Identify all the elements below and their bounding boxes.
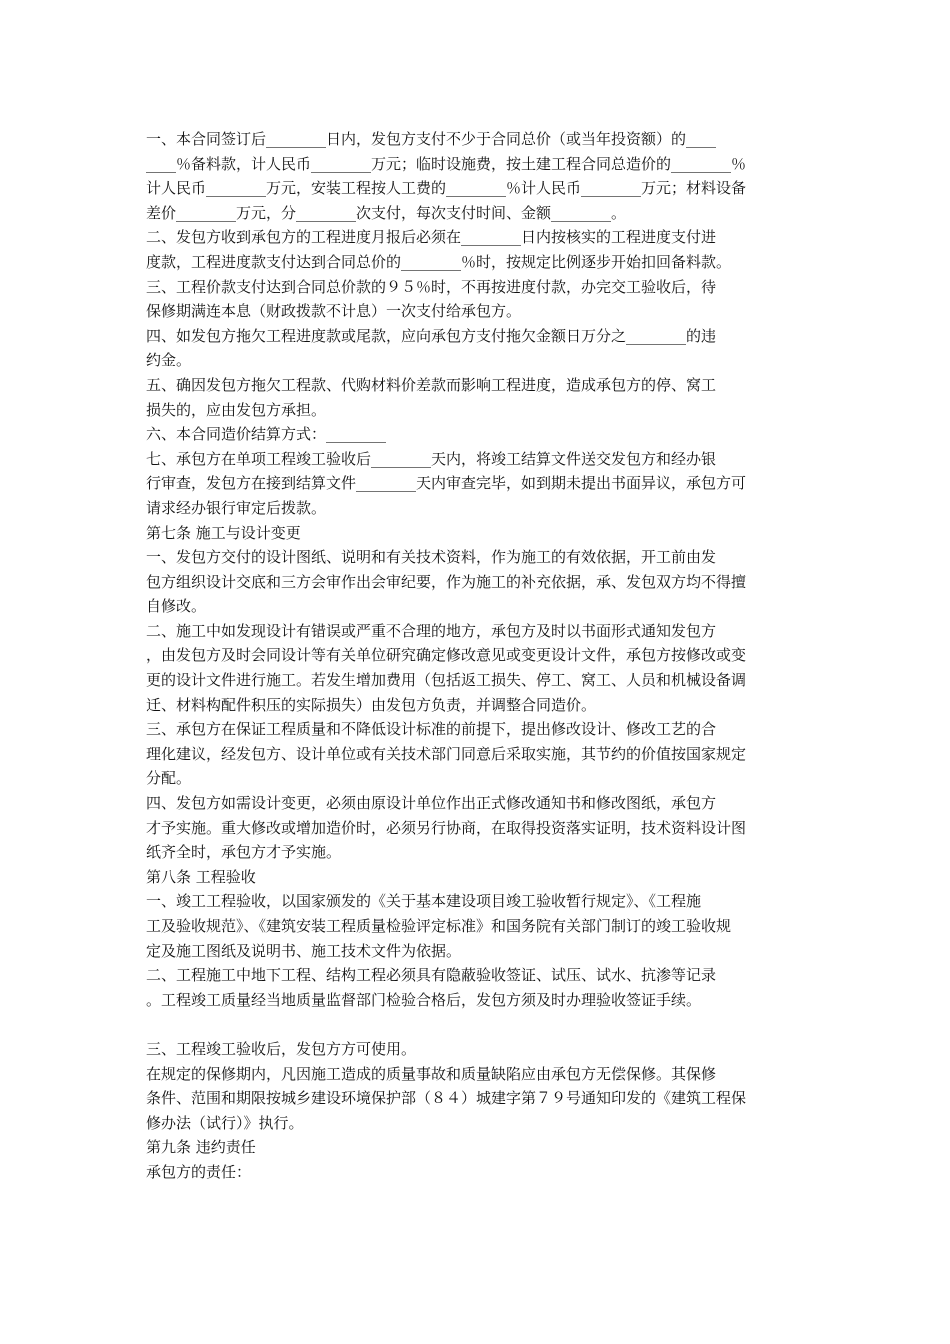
text-line: 更的设计文件进行施工。若发生增加费用（包括返工损失、停工、窝工、人员和机械设备调 <box>146 671 747 690</box>
text-line: 计人民币________万元，安装工程按人工费的________％计人民币________万元；材料设备 <box>146 179 747 198</box>
text-line: 行审查，发包方在接到结算文件________天内审查完毕，如到期未提出书面异议，承包方可 <box>146 474 747 493</box>
text-line: 修办法（试行）》执行。 <box>146 1113 304 1132</box>
text-line: 三、工程价款支付达到合同总价款的９５％时，不再按进度付款，办完交工验收后，待 <box>146 277 717 296</box>
text-line: 才予实施。重大修改或增加造价时，必须另行协商，在取得投资落实证明，技术资料设计图 <box>146 818 747 837</box>
text-line: ，由发包方及时会同设计等有关单位研究确定修改意见或变更设计文件，承包方按修改或变 <box>146 646 747 665</box>
section-heading: 第七条 施工与设计变更 <box>146 523 301 542</box>
text-line: 度款，工程进度款支付达到合同总价的________％时，按规定比例逐步开始扣回备料款。 <box>146 252 732 271</box>
text-line: 损失的，应由发包方承担。 <box>146 400 327 419</box>
text-line: 五、确因发包方拖欠工程款、代购材料价差款而影响工程进度，造成承包方的停、窝工 <box>146 375 717 394</box>
document-body <box>146 127 816 1185</box>
text-line: 定及施工图纸及说明书、施工技术文件为依据。 <box>146 941 462 960</box>
blank-line <box>146 1012 816 1037</box>
text-line: 工及验收规范》、《建筑安装工程质量检验评定标准》和国务院有关部门制订的竣工验收规 <box>146 917 732 935</box>
text-line: 保修期满连本息（财政拨款不计息）一次支付给承包方。 <box>146 302 522 321</box>
text-line: 一、发包方交付的设计图纸、说明和有关技术资料，作为施工的有效依据，开工前由发 <box>146 548 717 567</box>
text-line: 在规定的保修期内，凡因施工造成的质量事故和质量缺陷应由承包方无偿保修。其保修 <box>146 1064 717 1083</box>
text-line: 请求经办银行审定后拨款。 <box>146 498 327 517</box>
section-heading: 第八条 工程验收 <box>146 867 256 886</box>
section-heading: 第九条 违约责任 <box>146 1138 256 1157</box>
text-line: 条件、范围和期限按城乡建设环境保护部（８４）城建字第７９号通知印发的《建筑工程保 <box>146 1089 747 1108</box>
text-line: 一、竣工工程验收，以国家颁发的《关于基本建设项目竣工验收暂行规定》、《工程施 <box>146 892 702 911</box>
text-line: 理化建议，经发包方、设计单位或有关技术部门同意后采取实施，其节约的价值按国家规定 <box>146 744 747 763</box>
text-line: 三、工程竣工验收后，发包方方可使用。 <box>146 1039 417 1058</box>
text-line: 四、如发包方拖欠工程进度款或尾款，应向承包方支付拖欠金额日万分之________的违 <box>146 326 717 345</box>
text-line: 承包方的责任： <box>146 1162 252 1181</box>
text-line: 三、承包方在保证工程质量和不降低设计标准的前提下，提出修改设计、修改工艺的合 <box>146 720 717 739</box>
text-line: 七、承包方在单项工程竣工验收后________天内，将竣工结算文件送交发包方和经办银 <box>146 449 717 468</box>
text-line: 迁、材料构配件积压的实际损失）由发包方负责，并调整合同造价。 <box>146 695 597 714</box>
text-line: 二、工程施工中地下工程、结构工程必须具有隐蔽验收签证、试压、试水、抗渗等记录 <box>146 966 717 985</box>
text-line: 差价________万元，分________次支付，每次支付时间、金额________。 <box>146 203 627 222</box>
text-line: 自修改。 <box>146 597 207 616</box>
text-line: 一、本合同签订后________日内，发包方支付不少于合同总价（或当年投资额）的____ <box>146 130 717 148</box>
text-line: 纸齐全时，承包方才予实施。 <box>146 843 342 862</box>
text-line: 四、发包方如需设计变更，必须由原设计单位作出正式修改通知书和修改图纸，承包方 <box>146 794 717 813</box>
text-line: 。工程竣工质量经当地质量监督部门检验合格后，发包方须及时办理验收签证手续。 <box>146 990 702 1009</box>
text-line: 包方组织设计交底和三方会审作出会审纪要，作为施工的补充依据，承、发包双方均不得擅 <box>146 572 747 591</box>
text-line: 六、本合同造价结算方式：________ <box>146 425 387 444</box>
text-line: 二、发包方收到承包方的工程进度月报后必须在________日内按核实的工程进度支付进 <box>146 228 717 247</box>
text-line: 约金。 <box>146 351 192 370</box>
text-line: ____％备料款，计人民币________万元；临时设施费，按土建工程合同总造价的________％ <box>146 154 747 173</box>
text-line: 分配。 <box>146 769 192 788</box>
text-line: 二、施工中如发现设计有错误或严重不合理的地方，承包方及时以书面形式通知发包方 <box>146 621 717 640</box>
